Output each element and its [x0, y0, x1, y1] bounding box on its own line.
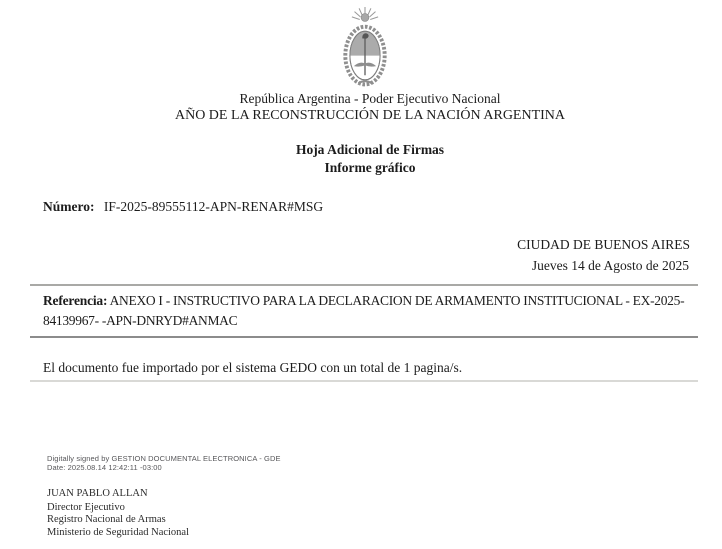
digital-signature-stamp — [47, 455, 281, 472]
header-republic-line: República Argentina - Poder Ejecutivo Nacional — [239, 91, 501, 106]
header-year-motto: AÑO DE LA RECONSTRUCCIÓN DE LA NACIÓN ARGENTINA — [174, 108, 566, 123]
document-subtype-title: Informe gráfico — [324, 160, 416, 175]
number-value: IF-2025-89555112-APN-RENAR#MSG — [103, 199, 324, 214]
gedo-import-note: El documento fue importado por el sistema GEDO con un total de 1 pagina/s. — [43, 360, 463, 375]
stamp-signed-by: Digitally signed by GESTION DOCUMENTAL ELECTRONICA - GDE — [47, 454, 281, 463]
reference-row — [43, 291, 691, 331]
stamp-date: Date: 2025.08.14 12:42:11 -03:00 — [47, 462, 162, 472]
place-city: CIUDAD DE BUENOS AIRES — [517, 237, 690, 252]
divider-above-reference — [30, 284, 698, 286]
signer-org-armas: Registro Nacional de Armas — [47, 514, 166, 526]
signer-name: JUAN PABLO ALLAN — [47, 488, 148, 499]
signer-title: Director Ejecutivo — [47, 501, 125, 513]
argentina-coat-of-arms-icon — [332, 7, 398, 91]
divider-below-reference — [30, 336, 698, 338]
signer-org-ministerio: Ministerio de Seguridad Nacional — [47, 526, 190, 538]
document-date: Jueves 14 de Agosto de 2025 — [531, 258, 689, 273]
reference-label: Referencia: — [43, 293, 108, 308]
document-type-title: Hoja Adicional de Firmas — [295, 142, 445, 157]
signer-block — [47, 488, 189, 539]
number-label: Número: — [43, 199, 95, 214]
document-number-row — [43, 199, 323, 215]
divider-below-body — [30, 380, 698, 382]
reference-value: ANEXO I - INSTRUCTIVO PARA LA DECLARACION DE ARMAMENTO INSTITUCIONAL - EX-2025-84139967- -APN-DNRYD#ANMAC — [43, 293, 685, 328]
